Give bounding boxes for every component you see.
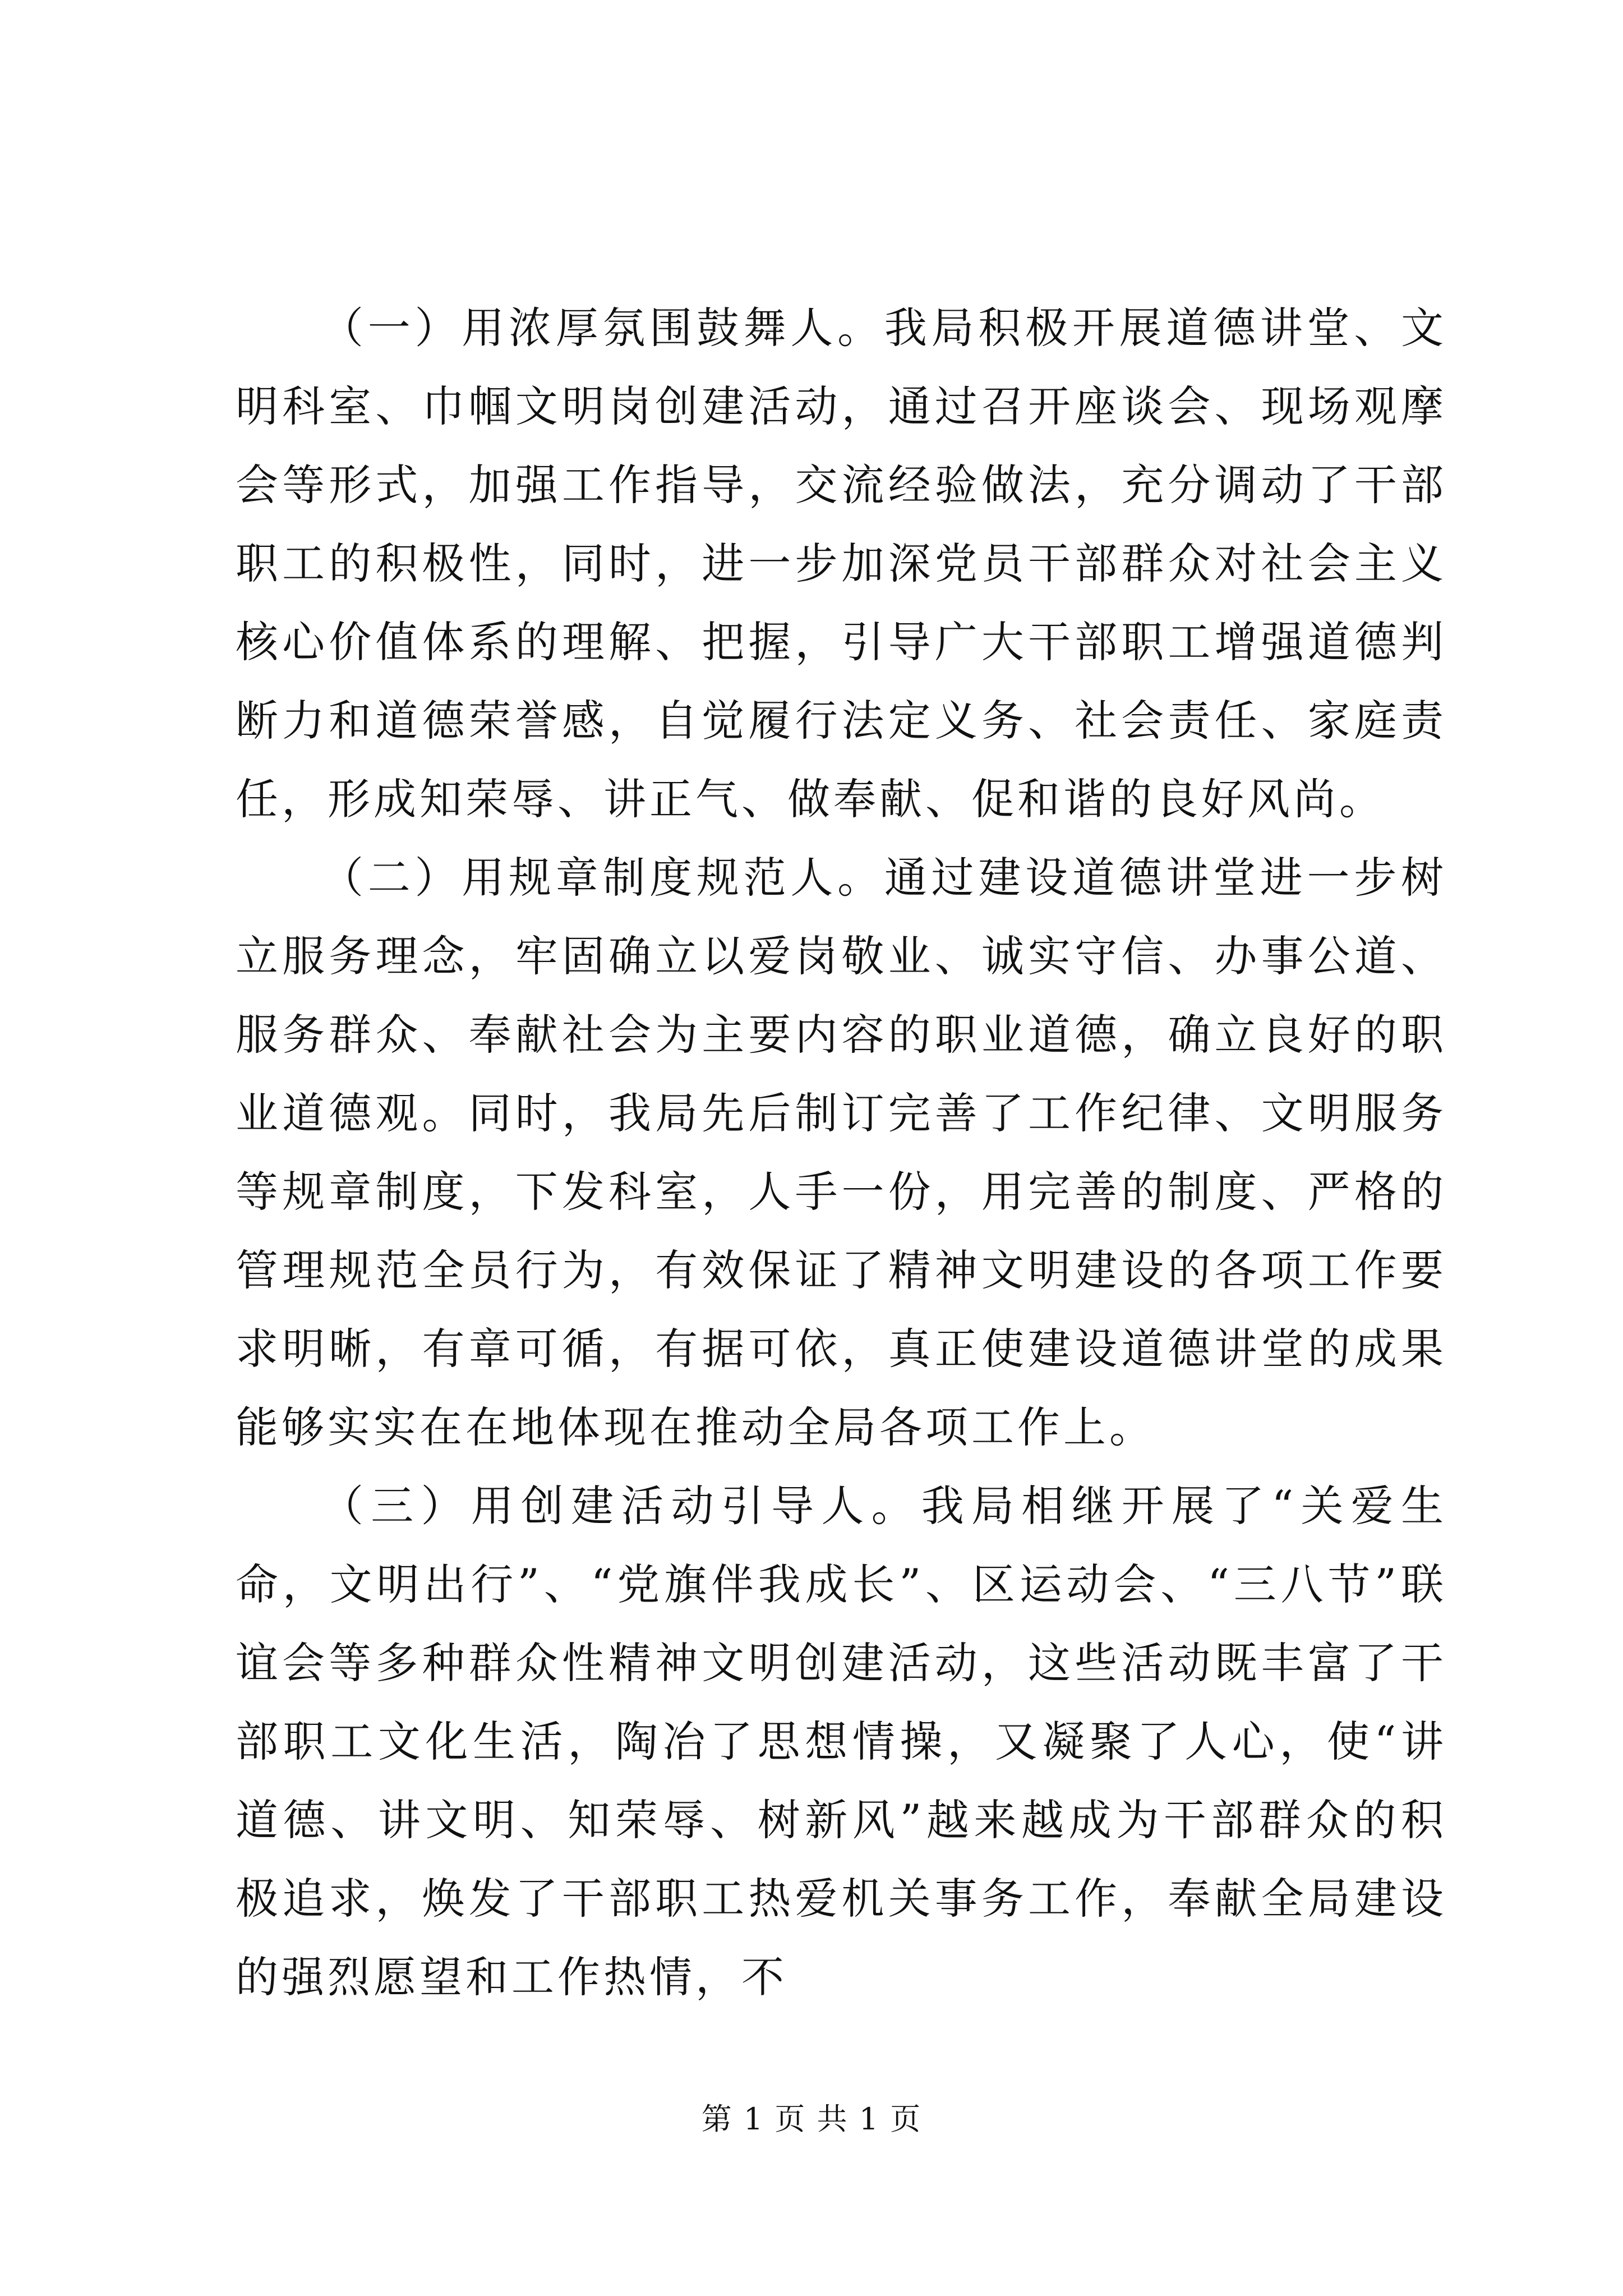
document-body bbox=[236, 289, 1447, 2017]
paragraph-3: （三）用创建活动引导人。我局相继开展了“关爱生命，文明出行”、“党旗伴我成长”、区运动会、“三八节”联谊会等多种群众性精神文明创建活动，这些活动既丰富了干部职工文化生活，陶冶了思想情操，又凝聚了人心，使“讲道德、讲文明、知荣辱、树新风”越来越成为干部群众的积极追求，焕发了干部职工热爱机关事务工作，奉献全局建设的强烈愿望和工作热情，不 bbox=[236, 1481, 1447, 2002]
page-footer: 第 1 页 共 1 页 bbox=[701, 2101, 922, 2137]
paragraph-2: （二）用规章制度规范人。通过建设道德讲堂进一步树立服务理念，牢固确立以爱岗敬业、诚实守信、办事公道、服务群众、奉献社会为主要内容的职业道德，确立良好的职业道德观。同时，我局先后制订完善了工作纪律、文明服务等规章制度，下发科室，人手一份，用完善的制度、严格的管理规范全员行为，有效保证了精神文明建设的各项工作要求明晰，有章可循，有据可依，真正使建设道德讲堂的成果能够实实在在地体现在推动全局各项工作上。 bbox=[236, 853, 1447, 1452]
paragraph-1: （一）用浓厚氛围鼓舞人。我局积极开展道德讲堂、文明科室、巾帼文明岗创建活动，通过召开座谈会、现场观摩会等形式，加强工作指导，交流经验做法，充分调动了干部职工的积极性，同时，进一步加深党员干部群众对社会主义核心价值体系的理解、把握，引导广大干部职工增强道德判断力和道德荣誉感，自觉履行法定义务、社会责任、家庭责任，形成知荣辱、讲正气、做奉献、促和谐的良好风尚。 bbox=[236, 303, 1447, 824]
